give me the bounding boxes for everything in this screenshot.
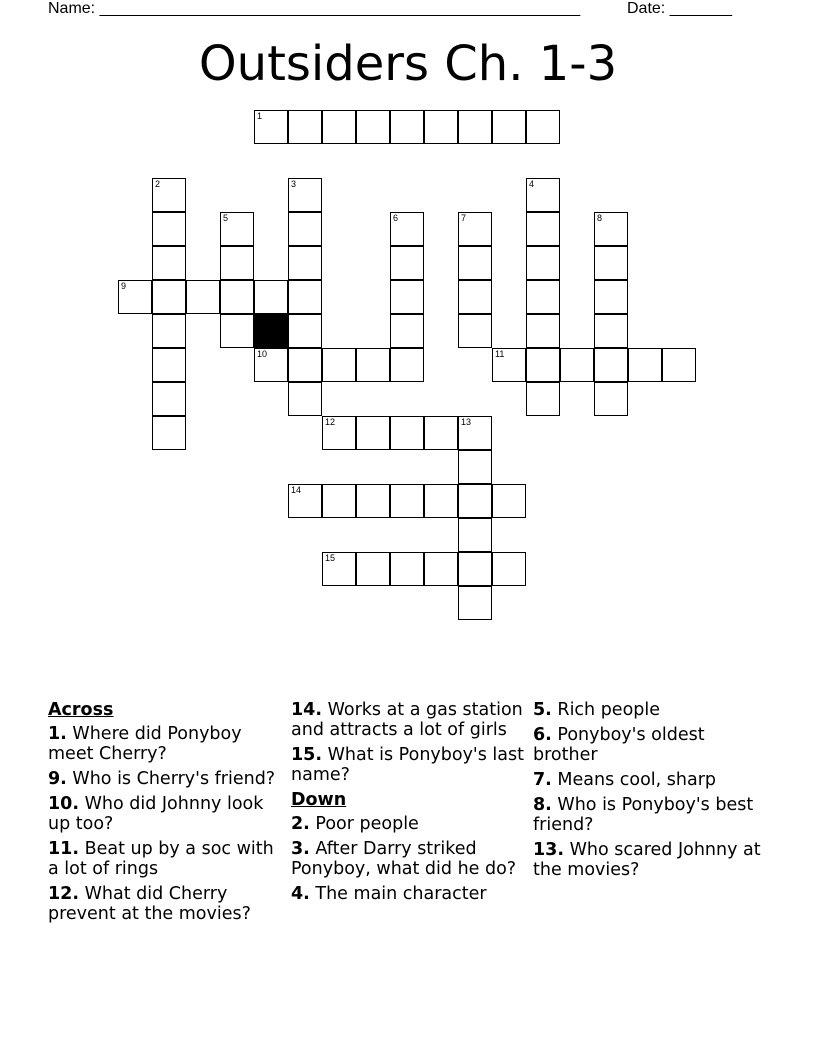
across-heading: Across	[48, 700, 114, 720]
crossword-cell[interactable]	[390, 552, 424, 586]
cell-number: 7	[461, 213, 467, 223]
clue-number: 11.	[48, 839, 80, 859]
clue-text: Who is Ponyboy's best friend?	[533, 795, 754, 835]
clue-across-12	[48, 884, 278, 924]
crossword-cell[interactable]	[288, 314, 322, 348]
crossword-cell[interactable]	[322, 552, 356, 586]
crossword-cell[interactable]	[322, 348, 356, 382]
crossword-cell[interactable]	[424, 484, 458, 518]
clue-across-15	[291, 745, 529, 785]
crossword-cell[interactable]	[458, 212, 492, 246]
crossword-cell[interactable]	[152, 212, 186, 246]
cell-number: 15	[325, 553, 336, 563]
crossword-cell[interactable]	[322, 484, 356, 518]
clue-down-13	[533, 840, 773, 880]
crossword-cell[interactable]	[492, 348, 526, 382]
crossword-cell[interactable]	[458, 314, 492, 348]
clue-text: Means cool, sharp	[557, 770, 717, 790]
cell-number: 2	[155, 179, 161, 189]
cell-number: 13	[461, 417, 472, 427]
crossword-cell[interactable]	[288, 246, 322, 280]
crossword-cell[interactable]	[458, 552, 492, 586]
clue-column-2	[291, 700, 529, 909]
crossword-cell[interactable]	[424, 552, 458, 586]
crossword-cell[interactable]	[254, 110, 288, 144]
clue-number: 5.	[533, 700, 552, 720]
crossword-cell[interactable]	[458, 110, 492, 144]
clue-text: Who did Johnny look up too?	[48, 794, 264, 834]
clue-down-6	[533, 725, 773, 765]
crossword-cell[interactable]	[492, 484, 526, 518]
crossword-cell[interactable]	[288, 484, 322, 518]
crossword-cell[interactable]	[458, 246, 492, 280]
clue-number: 1.	[48, 724, 67, 744]
crossword-cell[interactable]	[254, 280, 288, 314]
crossword-cell[interactable]	[288, 110, 322, 144]
clue-number: 12.	[48, 884, 80, 904]
crossword-cell[interactable]	[390, 212, 424, 246]
crossword-cell[interactable]	[390, 348, 424, 382]
crossword-cell[interactable]	[662, 348, 696, 382]
crossword-cell[interactable]	[390, 246, 424, 280]
crossword-cell[interactable]	[356, 552, 390, 586]
clue-down-5	[533, 700, 773, 720]
clue-down-2	[291, 814, 529, 834]
clue-text: After Darry striked Ponyboy, what did he do?	[291, 839, 517, 879]
cell-number: 4	[529, 179, 535, 189]
clue-text: The main character	[315, 884, 487, 904]
clue-across-1	[48, 724, 278, 764]
cell-number: 10	[257, 349, 268, 359]
clue-number: 7.	[533, 770, 552, 790]
crossword-cell[interactable]	[390, 484, 424, 518]
cell-number: 1	[257, 111, 263, 121]
clue-text: Where did Ponyboy meet Cherry?	[48, 724, 242, 764]
crossword-cell[interactable]	[594, 280, 628, 314]
crossword-cell[interactable]	[458, 484, 492, 518]
clue-text: Poor people	[315, 814, 419, 834]
crossword-cell[interactable]	[424, 416, 458, 450]
crossword-cell[interactable]	[288, 348, 322, 382]
clue-number: 6.	[533, 725, 552, 745]
clue-down-8	[533, 795, 773, 835]
crossword-cell[interactable]	[186, 280, 220, 314]
clue-number: 14.	[291, 700, 323, 720]
crossword-cell[interactable]	[458, 416, 492, 450]
crossword-cell[interactable]	[356, 416, 390, 450]
crossword-cell[interactable]	[424, 110, 458, 144]
crossword-cell[interactable]	[560, 348, 594, 382]
clue-text: Who scared Johnny at the movies?	[533, 840, 761, 880]
crossword-cell[interactable]	[356, 484, 390, 518]
cell-number: 14	[291, 485, 302, 495]
crossword-cell[interactable]	[526, 280, 560, 314]
crossword-cell[interactable]	[220, 280, 254, 314]
cell-number: 6	[393, 213, 399, 223]
crossword-cell[interactable]	[594, 348, 628, 382]
crossword-cell[interactable]	[458, 450, 492, 484]
cell-number: 11	[495, 349, 505, 359]
clue-text: Beat up by a soc with a lot of rings	[48, 839, 274, 879]
crossword-cell[interactable]	[322, 110, 356, 144]
crossword-cell[interactable]	[152, 178, 186, 212]
clue-number: 9.	[48, 769, 67, 789]
page-title: Outsiders Ch. 1-3	[198, 36, 618, 92]
clue-number: 13.	[533, 840, 565, 860]
cell-number: 3	[291, 179, 297, 189]
clue-down-4	[291, 884, 529, 904]
date-line: Date: _______	[627, 0, 732, 17]
crossword-cell[interactable]	[356, 110, 390, 144]
clue-number: 2.	[291, 814, 310, 834]
crossword-cell[interactable]	[458, 280, 492, 314]
cell-number: 5	[223, 213, 229, 223]
crossword-block	[254, 314, 288, 348]
crossword-cell[interactable]	[288, 178, 322, 212]
clue-text: Rich people	[557, 700, 661, 720]
crossword-cell[interactable]	[152, 246, 186, 280]
crossword-cell[interactable]	[458, 586, 492, 620]
crossword-cell[interactable]	[526, 382, 560, 416]
crossword-cell[interactable]	[152, 280, 186, 314]
cell-number: 12	[325, 417, 336, 427]
crossword-cell[interactable]	[492, 552, 526, 586]
crossword-cell[interactable]	[152, 382, 186, 416]
clue-text: What did Cherry prevent at the movies?	[48, 884, 251, 924]
clue-down-7	[533, 770, 773, 790]
crossword-cell[interactable]	[526, 178, 560, 212]
crossword-cell[interactable]	[628, 348, 662, 382]
clue-number: 8.	[533, 795, 552, 815]
crossword-cell[interactable]	[594, 212, 628, 246]
crossword-cell[interactable]	[390, 314, 424, 348]
clue-column-1	[48, 700, 278, 929]
crossword-cell[interactable]	[152, 348, 186, 382]
crossword-cell[interactable]	[322, 416, 356, 450]
name-line: Name: ______________________________________________________	[48, 0, 581, 17]
crossword-cell[interactable]	[220, 212, 254, 246]
crossword-cell[interactable]	[152, 314, 186, 348]
crossword-cell[interactable]	[594, 314, 628, 348]
clue-across-14	[291, 700, 529, 740]
clue-text: Ponyboy's oldest brother	[533, 725, 705, 765]
crossword-cell[interactable]	[288, 212, 322, 246]
crossword-cell[interactable]	[594, 246, 628, 280]
crossword-cell[interactable]	[492, 110, 526, 144]
down-heading: Down	[291, 790, 347, 810]
clue-number: 4.	[291, 884, 310, 904]
crossword-cell[interactable]	[220, 314, 254, 348]
crossword-cell[interactable]	[526, 246, 560, 280]
clue-down-3	[291, 839, 529, 879]
clue-number: 10.	[48, 794, 80, 814]
cell-number: 9	[121, 281, 127, 291]
clue-across-9	[48, 769, 278, 789]
cell-number: 8	[597, 213, 603, 223]
clue-number: 15.	[291, 745, 323, 765]
crossword-cell[interactable]	[288, 280, 322, 314]
crossword-cell[interactable]	[390, 280, 424, 314]
crossword-cell[interactable]	[254, 348, 288, 382]
clue-across-10	[48, 794, 278, 834]
crossword-cell[interactable]	[390, 110, 424, 144]
clue-across-11	[48, 839, 278, 879]
crossword-cell[interactable]	[288, 382, 322, 416]
clue-column-3	[533, 700, 773, 885]
crossword-cell[interactable]	[594, 382, 628, 416]
crossword-cell[interactable]	[390, 416, 424, 450]
clue-text: Works at a gas station and attracts a lot of girls	[291, 700, 523, 740]
crossword-cell[interactable]	[526, 348, 560, 382]
crossword-cell[interactable]	[356, 348, 390, 382]
crossword-cell[interactable]	[526, 314, 560, 348]
crossword-cell[interactable]	[118, 280, 152, 314]
clue-text: What is Ponyboy's last name?	[291, 745, 524, 785]
crossword-cell[interactable]	[526, 110, 560, 144]
crossword-cell[interactable]	[526, 212, 560, 246]
crossword-cell[interactable]	[220, 246, 254, 280]
clue-text: Who is Cherry's friend?	[72, 769, 276, 789]
crossword-cell[interactable]	[458, 518, 492, 552]
clue-number: 3.	[291, 839, 310, 859]
crossword-cell[interactable]	[152, 416, 186, 450]
